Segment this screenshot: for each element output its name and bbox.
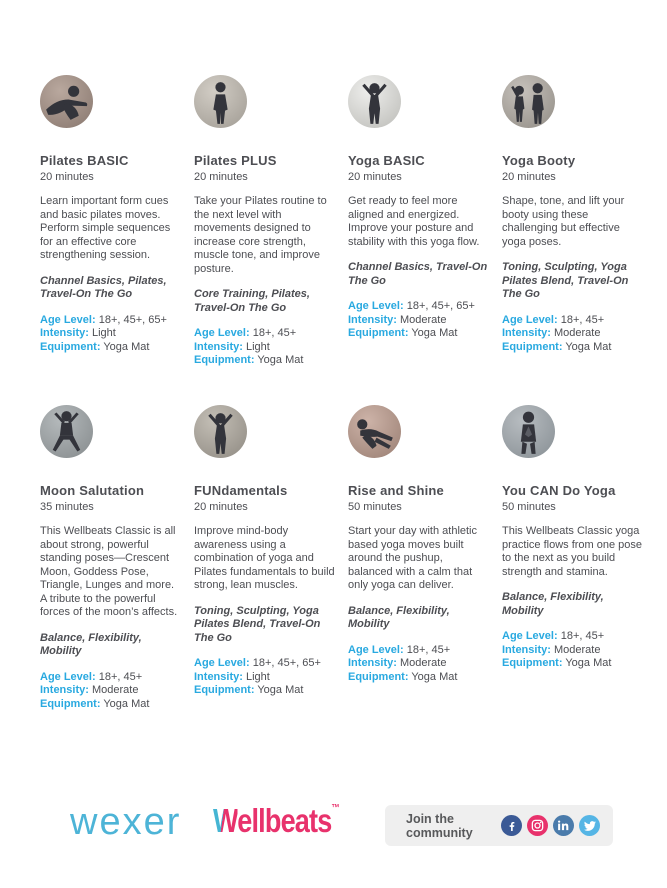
class-title: Rise and Shine: [348, 483, 444, 498]
person-silhouette-icon: [502, 405, 555, 458]
equipment-label: Equipment:: [348, 670, 409, 683]
class-title: Yoga Booty: [502, 153, 576, 168]
equipment-label: Equipment:: [40, 340, 101, 353]
class-card: [348, 75, 490, 405]
age-level-value: 18+, 45+: [560, 313, 605, 326]
equipment-label: Equipment:: [40, 697, 101, 710]
intensity-value: Light: [91, 327, 116, 339]
class-card: [502, 75, 644, 405]
class-title: Yoga BASIC: [348, 153, 425, 168]
equipment-row: [194, 684, 336, 698]
class-card: [194, 405, 336, 711]
class-duration: 50 minutes: [348, 501, 402, 513]
class-categories: Balance, Flexibility, Mobility: [348, 604, 450, 630]
class-categories: Toning, Sculpting, Yoga Pilates Blend, Travel-On The Go: [502, 261, 629, 300]
class-title: You CAN Do Yoga: [502, 483, 616, 498]
intensity-value: Moderate: [399, 657, 447, 669]
class-description: Improve mind-body awareness using a combination of yoga and Pilates fundamentals to build strong, lean muscles.: [194, 525, 335, 591]
intensity-row: [40, 327, 182, 341]
equipment-value: Yoga Mat: [565, 340, 612, 353]
intensity-value: Light: [245, 340, 270, 353]
class-description: Start your day with athletic based yoga moves built around the pushup, balanced with a calm that only yoga can deliver.: [348, 525, 478, 591]
age-level-value: 18+, 45+: [406, 643, 451, 656]
age-level-value: 18+, 45+, 65+: [98, 313, 167, 326]
age-level-row: [40, 671, 182, 685]
age-level-row: [502, 630, 644, 644]
equipment-row: [348, 327, 490, 341]
class-meta: [348, 644, 490, 685]
wellbeats-logo-rest: ellbeats: [237, 802, 332, 839]
intensity-label: Intensity:: [40, 327, 89, 339]
trademark-symbol: ™: [331, 803, 339, 814]
class-meta: [40, 314, 182, 355]
class-duration: 20 minutes: [502, 171, 556, 183]
age-level-row: [348, 300, 490, 314]
class-avatar: [40, 75, 93, 128]
class-card: [40, 75, 182, 405]
age-level-row: [194, 327, 336, 341]
linkedin-icon[interactable]: [553, 815, 574, 836]
age-level-row: [502, 314, 644, 328]
equipment-value: Yoga Mat: [411, 327, 458, 339]
intensity-label: Intensity:: [502, 643, 551, 656]
age-level-label: Age Level:: [194, 327, 250, 339]
class-meta: [502, 630, 644, 671]
class-meta: [502, 314, 644, 355]
age-level-label: Age Level:: [502, 313, 558, 326]
equipment-label: Equipment:: [502, 340, 563, 353]
class-duration: 35 minutes: [40, 501, 94, 513]
class-categories: Channel Basics, Pilates, Travel-On The Go: [40, 274, 167, 300]
equipment-row: [348, 671, 490, 685]
intensity-value: Moderate: [553, 327, 601, 339]
join-community-bar: [385, 805, 613, 846]
equipment-label: Equipment:: [502, 657, 563, 669]
intensity-label: Intensity:: [348, 657, 397, 669]
equipment-value: Yoga Mat: [103, 697, 150, 710]
intensity-row: [502, 327, 644, 341]
class-duration: 20 minutes: [348, 171, 402, 183]
class-duration: 20 minutes: [194, 501, 248, 513]
age-level-value: 18+, 45+, 65+: [252, 657, 321, 669]
age-level-label: Age Level:: [40, 313, 96, 326]
facebook-icon[interactable]: [501, 815, 522, 836]
equipment-value: Yoga Mat: [565, 657, 612, 669]
intensity-row: [40, 684, 182, 698]
equipment-row: [40, 698, 182, 712]
age-level-value: 18+, 45+: [98, 670, 143, 683]
intensity-value: Light: [245, 670, 270, 683]
class-description: Learn important form cues and basic pilates moves. Perform simple sequences for an effective core strengthening session.: [40, 195, 171, 261]
person-silhouette-icon: [348, 75, 401, 128]
class-avatar: [194, 405, 247, 458]
class-duration: 20 minutes: [194, 171, 248, 183]
class-avatar: [502, 405, 555, 458]
class-categories: Core Training, Pilates, Travel-On The Go: [194, 288, 310, 314]
intensity-row: [502, 644, 644, 658]
class-meta: [348, 300, 490, 341]
class-avatar: [194, 75, 247, 128]
class-card: [194, 75, 336, 405]
class-card: [348, 405, 490, 711]
intensity-row: [194, 671, 336, 685]
age-level-row: [194, 657, 336, 671]
join-community-label: Join the community: [406, 811, 473, 840]
age-level-label: Age Level:: [348, 300, 404, 312]
person-silhouette-icon: [194, 405, 247, 458]
intensity-value: Moderate: [399, 313, 447, 326]
age-level-label: Age Level:: [40, 670, 96, 683]
age-level-label: Age Level:: [194, 657, 250, 669]
class-description: This Wellbeats Classic yoga practice flows from one pose to the next as you build strength and stamina.: [502, 525, 643, 578]
age-level-row: [348, 644, 490, 658]
intensity-label: Intensity:: [502, 327, 551, 339]
age-level-row: [40, 314, 182, 328]
equipment-row: [194, 354, 336, 368]
equipment-value: Yoga Mat: [257, 354, 304, 366]
class-duration: 20 minutes: [40, 171, 94, 183]
intensity-label: Intensity:: [348, 313, 397, 326]
class-description: Take your Pilates routine to the next level with movements designed to increase core strength, muscle tone, and improve posture.: [194, 195, 327, 275]
person-silhouette-icon: [194, 75, 247, 128]
class-description: This Wellbeats Classic is all about strong, powerful standing poses—Crescent Moon, Goddess Pose, Triangle, Lunges and more. A tribute to the powerful forces of the moon’s affects.: [40, 525, 178, 618]
person-silhouette-icon: [40, 405, 93, 458]
class-card: [40, 405, 182, 711]
equipment-row: [502, 341, 644, 355]
class-title: Pilates PLUS: [194, 153, 277, 168]
twitter-icon[interactable]: [579, 815, 600, 836]
class-title: Pilates BASIC: [40, 153, 129, 168]
age-level-value: 18+, 45+: [252, 327, 297, 339]
instagram-icon[interactable]: [527, 815, 548, 836]
intensity-label: Intensity:: [194, 340, 243, 353]
person-silhouette-icon: [348, 405, 401, 458]
age-level-value: 18+, 45+: [560, 630, 605, 642]
wellbeats-logo: [213, 802, 339, 840]
equipment-label: Equipment:: [194, 684, 255, 696]
class-description: Shape, tone, and lift your booty using these challenging but effective yoga poses.: [502, 195, 625, 248]
intensity-row: [348, 657, 490, 671]
equipment-row: [40, 341, 182, 355]
age-level-value: 18+, 45+, 65+: [406, 300, 475, 312]
class-avatar: [348, 75, 401, 128]
social-icons: [501, 815, 600, 836]
intensity-value: Moderate: [553, 643, 601, 656]
class-title: FUNdamentals: [194, 483, 288, 498]
class-avatar: [502, 75, 555, 128]
equipment-value: Yoga Mat: [103, 340, 150, 353]
class-card: [502, 405, 644, 711]
class-categories: Toning, Sculpting, Yoga Pilates Blend, Travel-On The Go: [194, 604, 321, 644]
class-categories: Channel Basics, Travel-On The Go: [348, 261, 488, 287]
age-level-label: Age Level:: [502, 630, 558, 642]
equipment-label: Equipment:: [348, 327, 409, 339]
class-categories: Balance, Flexibility, Mobility: [40, 631, 142, 657]
class-duration: 50 minutes: [502, 501, 556, 513]
person-silhouette-icon: [40, 75, 93, 128]
intensity-label: Intensity:: [40, 684, 89, 696]
class-avatar: [40, 405, 93, 458]
equipment-value: Yoga Mat: [411, 670, 458, 683]
intensity-row: [194, 341, 336, 355]
class-description: Get ready to feel more aligned and energized. Improve your posture and stability with this yoga flow.: [348, 195, 480, 248]
class-avatar: [348, 405, 401, 458]
equipment-row: [502, 657, 644, 671]
equipment-value: Yoga Mat: [257, 684, 304, 696]
intensity-value: Moderate: [91, 684, 139, 696]
wexer-logo: wexer: [70, 801, 182, 843]
intensity-row: [348, 314, 490, 328]
person-silhouette-icon: [502, 75, 555, 128]
class-meta: [40, 671, 182, 712]
age-level-label: Age Level:: [348, 643, 404, 656]
class-grid: [40, 75, 644, 711]
intensity-label: Intensity:: [194, 670, 243, 683]
class-title: Moon Salutation: [40, 483, 145, 498]
class-meta: [194, 327, 336, 368]
equipment-label: Equipment:: [194, 354, 255, 366]
class-categories: Balance, Flexibility, Mobility: [502, 591, 604, 617]
class-meta: [194, 657, 336, 698]
wellbeats-logo-w: W: [213, 802, 238, 839]
